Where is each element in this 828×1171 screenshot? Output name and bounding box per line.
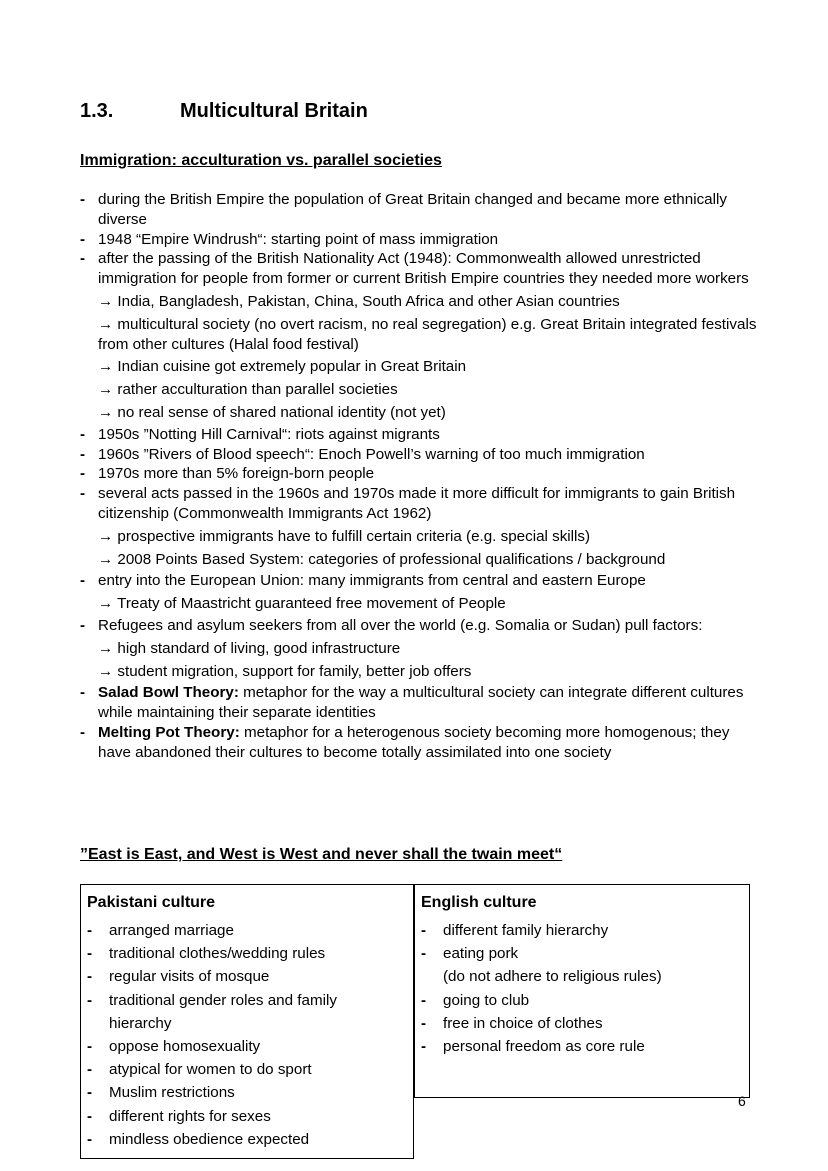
list-item: - Muslim restrictions xyxy=(87,1084,235,1102)
arrow-note: → 2008 Points Based System: categories of professional qualifications / background xyxy=(98,550,666,568)
english-culture-title: English culture xyxy=(421,894,537,911)
list-item: - different rights for sexes xyxy=(87,1107,271,1125)
english-culture-list xyxy=(421,919,741,1058)
bullet-dash: - xyxy=(80,191,86,208)
list-item: - entry into the European Union: many immigrants from central and eastern Europe xyxy=(80,572,646,590)
arrow-note: → high standard of living, good infrastructure xyxy=(98,639,401,657)
bullet-dash: - xyxy=(80,465,86,483)
bullet-dash: - xyxy=(80,445,86,463)
bullet-dash: - xyxy=(80,230,86,248)
term-label: Salad Bowl Theory: xyxy=(98,684,239,702)
section-number: 1.3. xyxy=(80,100,114,122)
arrow-note: → prospective immigrants have to fulfill certain criteria (e.g. special skills) xyxy=(98,527,591,545)
list-item: - several acts passed in the 1960s and 1970s made it more difficult for immigrants to gain British citizenship (Commonwealth Immigrants Act 1962) xyxy=(80,485,736,522)
list-item: - oppose homosexuality xyxy=(87,1038,261,1056)
bullet-dash: - xyxy=(80,425,86,443)
arrow-note: → rather acculturation than parallel societies xyxy=(98,381,398,399)
pakistani-culture-title: Pakistani culture xyxy=(87,894,216,911)
arrow-note: → multicultural society (no overt racism, no real segregation) e.g. Great Britain integrated festivals from other cultures (Halal food festival) xyxy=(98,315,757,353)
subsection-title-east-west: ”East is East, and West is West and never shall the twain meet“ xyxy=(80,846,563,863)
bullet-dash: - xyxy=(80,485,86,503)
term-label: Melting Pot Theory: xyxy=(98,723,240,741)
list-item-melting-pot: - Melting Pot Theory: metaphor for a heterogenous society becoming more homogenous; they have abandoned their cultures to become totally assimilated into one society xyxy=(80,723,730,761)
bullet-dash: - xyxy=(80,572,86,590)
list-item: - 1950s ”Notting Hill Carnival“: riots against migrants xyxy=(80,425,440,443)
list-item: - 1948 “Empire Windrush“: starting point of mass immigration xyxy=(80,230,499,248)
list-item: - 1970s more than 5% foreign-born people xyxy=(80,465,375,483)
bullet-dash: - xyxy=(80,684,86,702)
page-title: Multicultural Britain xyxy=(180,100,368,122)
list-item: - after the passing of the British Nationality Act (1948): Commonwealth allowed unrestricted immigration for people from former or current British Empire countries they needed more workers xyxy=(80,250,749,288)
list-item: - arranged marriage xyxy=(87,922,234,939)
pakistani-culture-box xyxy=(80,884,414,1159)
arrow-note: → India, Bangladesh, Pakistan, China, South Africa and other Asian countries xyxy=(98,292,620,310)
pakistani-culture-list xyxy=(87,919,407,1151)
arrow-note: → Indian cuisine got extremely popular in Great Britain xyxy=(98,358,467,376)
arrow-note: → student migration, support for family, better job offers xyxy=(98,662,472,680)
list-item: - Refugees and asylum seekers from all over the world (e.g. Somalia or Sudan) pull factors: xyxy=(80,616,703,634)
list-item: - atypical for women to do sport xyxy=(87,1061,312,1079)
list-item: - 1960s ”Rivers of Blood speech“: Enoch Powell’s warning of too much immigration xyxy=(80,445,645,463)
list-item: - going to club xyxy=(421,991,530,1009)
list-item: - eating pork xyxy=(421,945,519,963)
list-item: - traditional clothes/wedding rules xyxy=(87,945,326,963)
arrow-note: → Treaty of Maastricht guaranteed free movement of People xyxy=(98,595,506,613)
bullet-dash: - xyxy=(80,616,86,634)
list-item: - different family hierarchy xyxy=(421,922,609,939)
bullet-dash: - xyxy=(80,250,86,268)
subsection-title-immigration: Immigration: acculturation vs. parallel societies xyxy=(80,152,442,169)
immigration-bullet-list xyxy=(80,190,760,763)
list-item: - traditional gender roles and family hierarchy xyxy=(87,991,337,1032)
list-item: - mindless obedience expected xyxy=(87,1130,310,1148)
list-item: - regular visits of mosque xyxy=(87,968,270,986)
list-item-continuation: (do not adhere to religious rules) xyxy=(443,968,662,986)
list-item: - during the British Empire the population of Great Britain changed and became more ethnically diverse xyxy=(80,191,727,228)
list-item: - free in choice of clothes xyxy=(421,1014,603,1032)
arrow-note: → no real sense of shared national identity (not yet) xyxy=(98,403,446,421)
bullet-dash: - xyxy=(80,723,86,741)
page-number: 6 xyxy=(738,1093,746,1109)
list-item-salad-bowl: - Salad Bowl Theory: metaphor for the way a multicultural society can integrate different cultures while maintaining their separate identities xyxy=(80,684,744,722)
english-culture-box xyxy=(414,884,750,1098)
list-item: - personal freedom as core rule xyxy=(421,1038,645,1056)
